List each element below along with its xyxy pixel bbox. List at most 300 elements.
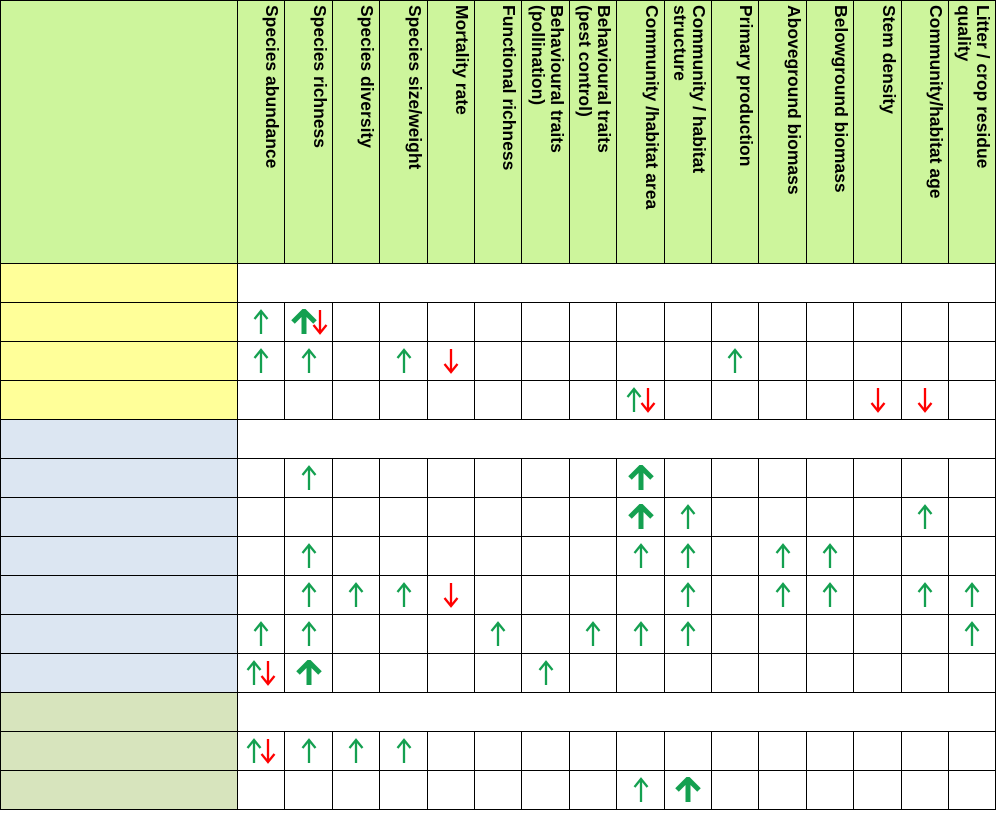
matrix-cell [285,576,333,615]
service-row-label [0,303,238,342]
matrix-cell [570,732,617,771]
matrix-cell [807,303,854,342]
matrix-cell [949,615,996,654]
up-arrow-icon [916,504,934,530]
effect-arrows [238,654,284,692]
down-arrow-icon [639,387,657,413]
column-header [285,0,333,264]
matrix-cell [285,771,333,810]
matrix-cell [949,732,996,771]
matrix-cell [759,498,807,537]
effect-arrows [617,498,664,536]
service-row-label [0,576,238,615]
matrix-cell [285,537,333,576]
service-row-label [0,615,238,654]
service-row-label [0,342,238,381]
effect-arrows [807,576,853,614]
effect-arrows [333,732,379,770]
up-arrow-icon [252,348,270,374]
matrix-cell [238,381,285,420]
matrix-cell [807,615,854,654]
matrix-cell [380,342,428,381]
matrix-cell [570,381,617,420]
column-header-label: Stem density [879,5,899,114]
matrix-cell [712,654,759,693]
up-arrow-icon [347,738,365,764]
matrix-cell [380,732,428,771]
matrix-cell [807,381,854,420]
effect-arrows [285,459,332,497]
column-header [522,0,570,264]
effect-arrows [333,576,379,614]
section-spacer [238,693,996,732]
up-arrow-icon [821,582,839,608]
matrix-cell [333,459,380,498]
column-header-label: Functional richness [499,5,519,171]
up-arrow-icon [963,621,981,647]
effect-arrows [665,576,711,614]
matrix-cell [285,615,333,654]
matrix-cell [665,381,712,420]
matrix-cell [238,498,285,537]
column-header [712,0,759,264]
matrix-cell [522,771,570,810]
matrix-cell [333,615,380,654]
up-arrow-icon [537,660,555,686]
up-arrow-icon [821,543,839,569]
matrix-cell [949,459,996,498]
matrix-cell [475,615,522,654]
column-header-label: Community / habitat structure [670,5,709,174]
matrix-cell [854,459,902,498]
effect-arrows [617,381,664,419]
up-arrow-icon [679,582,697,608]
matrix-cell [902,303,949,342]
matrix-cell [522,459,570,498]
matrix-cell [759,732,807,771]
column-header [617,0,665,264]
effect-arrows [712,342,758,380]
matrix-cell [902,732,949,771]
effect-arrows [238,303,284,341]
matrix-cell [475,303,522,342]
matrix-cell [949,771,996,810]
up-arrow-icon [300,348,318,374]
up-arrow-icon [300,582,318,608]
matrix-cell [665,342,712,381]
bold-up-arrow-icon [294,660,324,686]
effect-arrows [617,537,664,575]
matrix-cell [617,537,665,576]
matrix-cell [380,654,428,693]
up-arrow-icon [395,348,413,374]
up-arrow-icon [632,621,650,647]
section-header [0,420,238,459]
matrix-cell [712,459,759,498]
matrix-cell [475,381,522,420]
matrix-cell [333,381,380,420]
effect-arrows [238,615,284,653]
matrix-cell [428,498,475,537]
matrix-cell [902,615,949,654]
matrix-cell [949,576,996,615]
matrix-cell [238,732,285,771]
matrix-cell [617,498,665,537]
matrix-cell [285,342,333,381]
section-header [0,693,238,732]
matrix-cell [475,771,522,810]
matrix-cell [665,537,712,576]
down-arrow-icon [311,309,329,335]
matrix-cell [807,576,854,615]
up-arrow-icon [963,582,981,608]
matrix-cell [428,342,475,381]
matrix-cell [902,342,949,381]
matrix-cell [902,576,949,615]
matrix-cell [380,498,428,537]
matrix-cell [570,537,617,576]
up-arrow-icon [774,543,792,569]
column-header-label: Mortality rate [452,5,472,115]
up-arrow-icon [679,504,697,530]
matrix-cell [428,303,475,342]
service-row-label [0,381,238,420]
matrix-cell [380,381,428,420]
effect-arrows [285,576,332,614]
matrix-cell [238,654,285,693]
effect-arrows [617,459,664,497]
effect-arrows [665,771,711,809]
matrix-cell [333,342,380,381]
effect-arrows [285,303,332,341]
matrix-cell [712,381,759,420]
matrix-cell [475,732,522,771]
matrix-cell [333,498,380,537]
effect-arrows [380,732,427,770]
matrix-cell [570,498,617,537]
down-arrow-icon [442,582,460,608]
column-header-label: Species size/weight [405,5,425,170]
matrix-cell [617,615,665,654]
effect-arrows [570,615,616,653]
up-arrow-icon [395,738,413,764]
effect-arrows [665,537,711,575]
effect-arrows [665,498,711,536]
matrix-cell [854,303,902,342]
effect-arrows [428,342,474,380]
matrix-cell [475,498,522,537]
service-row-label [0,771,238,810]
column-header-label: Species diversity [357,5,377,148]
column-header-label: Behavioural traits (pollination) [528,5,567,153]
matrix-cell [522,654,570,693]
up-arrow-icon [726,348,744,374]
matrix-cell [949,303,996,342]
matrix-cell [807,732,854,771]
effect-arrows [902,381,948,419]
matrix-cell [759,381,807,420]
up-arrow-icon [300,465,318,491]
matrix-cell [570,576,617,615]
matrix-cell [380,303,428,342]
matrix-cell [522,732,570,771]
matrix-cell [807,771,854,810]
matrix-cell [522,537,570,576]
column-header-label: Belowground biomass [831,5,851,193]
matrix-cell [522,342,570,381]
matrix-cell [238,303,285,342]
matrix-cell [665,498,712,537]
up-arrow-icon [632,543,650,569]
matrix-cell [854,381,902,420]
matrix-cell [238,459,285,498]
effect-arrows [949,615,995,653]
matrix-cell [759,303,807,342]
down-arrow-icon [442,348,460,374]
matrix-cell [380,771,428,810]
matrix-cell [475,576,522,615]
matrix-cell [428,654,475,693]
down-arrow-icon [259,660,277,686]
matrix-cell [285,303,333,342]
matrix-cell [617,303,665,342]
matrix-cell [807,459,854,498]
matrix-cell [759,342,807,381]
matrix-cell [949,498,996,537]
effect-arrows [617,615,664,653]
matrix-cell [475,654,522,693]
column-header-label: Behavioural traits (pest control) [575,5,614,153]
up-arrow-icon [300,543,318,569]
matrix-cell [665,459,712,498]
service-row-label [0,732,238,771]
matrix-cell [854,498,902,537]
down-arrow-icon [259,738,277,764]
matrix-cell [380,537,428,576]
effect-arrows [285,732,332,770]
up-arrow-icon [774,582,792,608]
matrix-cell [854,342,902,381]
matrix-cell [285,381,333,420]
up-arrow-icon [347,582,365,608]
matrix-cell [712,732,759,771]
up-arrow-icon [252,309,270,335]
column-header [807,0,854,264]
matrix-cell [333,303,380,342]
up-arrow-icon [584,621,602,647]
matrix-cell [333,732,380,771]
matrix-cell [665,732,712,771]
matrix-cell [759,459,807,498]
matrix-cell [902,537,949,576]
down-arrow-icon [916,387,934,413]
matrix-cell [380,576,428,615]
matrix-cell [428,537,475,576]
matrix-cell [807,654,854,693]
matrix-cell [238,342,285,381]
matrix-cell [617,771,665,810]
matrix-cell [759,576,807,615]
matrix-cell [902,459,949,498]
matrix-cell [902,771,949,810]
service-row-label [0,498,238,537]
effect-arrows [238,732,284,770]
matrix-cell [617,576,665,615]
effect-arrows [285,615,332,653]
effect-arrows [522,654,569,692]
matrix-cell [807,537,854,576]
matrix-cell [617,342,665,381]
effect-arrows [665,615,711,653]
bold-up-arrow-icon [626,504,656,530]
service-row-label [0,654,238,693]
column-header-label: Species abundance [262,5,282,169]
matrix-cell [522,615,570,654]
down-arrow-icon [869,387,887,413]
effect-arrows [238,342,284,380]
matrix-cell [570,342,617,381]
effect-arrows [380,576,427,614]
column-header [238,0,285,264]
up-arrow-icon [300,738,318,764]
bold-up-arrow-icon [626,465,656,491]
matrix-cell [665,576,712,615]
matrix-cell [428,459,475,498]
matrix-cell [949,342,996,381]
matrix-cell [475,342,522,381]
effect-arrows [617,771,664,809]
matrix-cell [522,303,570,342]
matrix-cell [854,537,902,576]
column-header [949,0,996,264]
matrix-cell [285,654,333,693]
matrix-cell [665,303,712,342]
effect-arrows [949,576,995,614]
matrix-cell [285,459,333,498]
matrix-cell [333,654,380,693]
column-header [854,0,902,264]
matrix-cell [665,615,712,654]
matrix-cell [570,654,617,693]
section-spacer [238,420,996,459]
matrix-cell [854,576,902,615]
matrix-cell [428,576,475,615]
matrix-cell [854,615,902,654]
matrix-cell [285,498,333,537]
matrix-cell [238,576,285,615]
effect-arrows [902,498,948,536]
column-header-label: Primary production [736,5,756,167]
matrix-cell [238,537,285,576]
effect-arrows [854,381,901,419]
matrix-cell [949,381,996,420]
matrix-cell [570,459,617,498]
matrix-cell [665,654,712,693]
matrix-cell [949,537,996,576]
matrix-cell [570,303,617,342]
section-spacer [238,264,996,303]
effect-arrows [475,615,521,653]
matrix-cell [238,615,285,654]
up-arrow-icon [252,621,270,647]
section-header [0,264,238,303]
matrix-cell [380,459,428,498]
matrix-cell [380,615,428,654]
matrix-cell [475,537,522,576]
matrix-cell [712,498,759,537]
up-arrow-icon [632,777,650,803]
up-arrow-icon [916,582,934,608]
matrix-cell [902,381,949,420]
matrix-cell [570,615,617,654]
matrix-cell [759,537,807,576]
matrix-cell [902,498,949,537]
effect-arrows [759,576,806,614]
up-arrow-icon [300,621,318,647]
matrix-cell [522,498,570,537]
column-header [475,0,522,264]
column-header [333,0,380,264]
matrix-cell [759,771,807,810]
effect-arrows [902,576,948,614]
bold-up-arrow-icon [673,777,703,803]
matrix-cell [238,771,285,810]
matrix-cell [333,771,380,810]
matrix-cell [949,654,996,693]
matrix-cell [428,381,475,420]
column-header-label: Species richness [310,5,330,148]
matrix-cell [712,303,759,342]
up-arrow-icon [395,582,413,608]
effect-arrows [428,576,474,614]
effect-arrows [285,654,332,692]
matrix-cell [475,459,522,498]
up-arrow-icon [489,621,507,647]
matrix-cell [617,381,665,420]
matrix-cell [333,576,380,615]
column-header-label: Litter / crop residue quality [954,5,993,169]
effect-arrows [380,342,427,380]
header-corner [0,0,238,264]
service-row-label [0,537,238,576]
column-header [380,0,428,264]
effect-arrows [807,537,853,575]
matrix-cell [333,537,380,576]
service-row-label [0,459,238,498]
matrix-cell [712,615,759,654]
matrix-cell [665,771,712,810]
column-header-label: Community/habitat age [926,5,946,199]
matrix-cell [712,771,759,810]
matrix-cell [617,732,665,771]
matrix-cell [428,615,475,654]
matrix-cell [854,771,902,810]
column-header [570,0,617,264]
matrix-cell [522,381,570,420]
matrix-cell [570,771,617,810]
matrix-cell [285,732,333,771]
column-header-label: Community /habitat area [642,5,662,210]
matrix-cell [902,654,949,693]
effect-arrows [285,342,332,380]
matrix-cell [759,654,807,693]
column-header [759,0,807,264]
column-header [665,0,712,264]
effect-arrows [285,537,332,575]
matrix-cell [712,342,759,381]
matrix-cell [854,732,902,771]
column-header [902,0,949,264]
